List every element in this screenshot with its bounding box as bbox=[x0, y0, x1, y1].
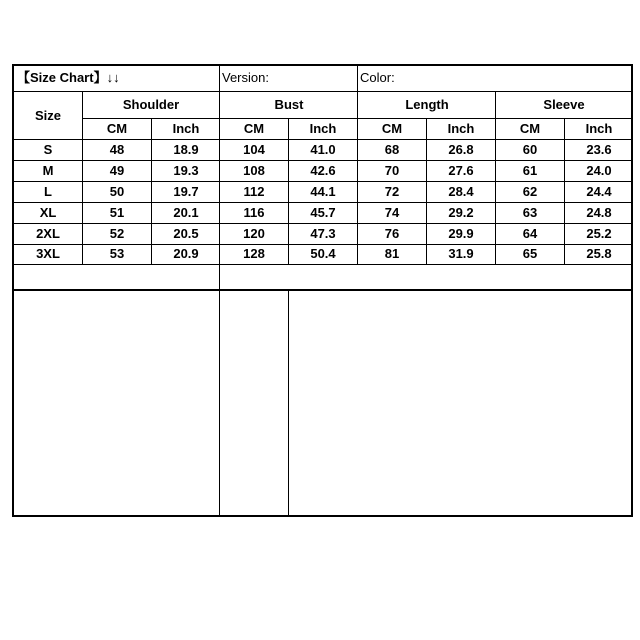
value-cell: 45.7 bbox=[310, 205, 336, 220]
color-label: Color: bbox=[360, 70, 395, 85]
value-cell: 50 bbox=[109, 184, 125, 199]
value-cell: 64 bbox=[522, 226, 538, 241]
col-divider bbox=[288, 291, 289, 517]
value-cell: 76 bbox=[384, 226, 400, 241]
unit-header: CM bbox=[106, 121, 128, 136]
value-cell: 62 bbox=[522, 184, 538, 199]
value-cell: 27.6 bbox=[448, 163, 474, 178]
col-divider bbox=[219, 64, 220, 517]
group-header-sleeve: Sleeve bbox=[543, 97, 585, 112]
value-cell: 112 bbox=[243, 184, 265, 199]
value-cell: 49 bbox=[109, 163, 125, 178]
value-cell: 19.3 bbox=[173, 163, 199, 178]
col-divider bbox=[495, 91, 496, 264]
value-cell: 24.4 bbox=[586, 184, 612, 199]
value-cell: 20.1 bbox=[173, 205, 199, 220]
value-cell: 116 bbox=[243, 205, 265, 220]
unit-header: Inch bbox=[309, 121, 337, 136]
group-header-bust: Bust bbox=[274, 97, 304, 112]
value-cell: 41.0 bbox=[310, 142, 336, 157]
row-divider bbox=[12, 289, 633, 291]
size-cell: S bbox=[43, 142, 53, 157]
value-cell: 19.7 bbox=[173, 184, 199, 199]
value-cell: 29.2 bbox=[448, 205, 474, 220]
group-header-shoulder: Shoulder bbox=[122, 97, 180, 112]
value-cell: 108 bbox=[243, 163, 265, 178]
value-cell: 29.9 bbox=[448, 226, 474, 241]
unit-header: Inch bbox=[447, 121, 475, 136]
version-label: Version: bbox=[222, 70, 269, 85]
value-cell: 26.8 bbox=[448, 142, 474, 157]
size-cell: M bbox=[42, 163, 54, 178]
value-cell: 20.9 bbox=[173, 246, 199, 261]
value-cell: 50.4 bbox=[310, 246, 336, 261]
size-header: Size bbox=[34, 108, 62, 123]
unit-header: Inch bbox=[585, 121, 613, 136]
value-cell: 128 bbox=[243, 246, 265, 261]
col-divider bbox=[426, 118, 427, 264]
value-cell: 25.8 bbox=[586, 246, 612, 261]
row-divider bbox=[12, 91, 633, 92]
size-cell: L bbox=[44, 184, 52, 199]
value-cell: 42.6 bbox=[310, 163, 336, 178]
size-cell: 2XL bbox=[36, 226, 60, 241]
row-divider bbox=[12, 202, 633, 203]
size-chart-title: 【Size Chart】↓↓ bbox=[17, 70, 120, 85]
value-cell: 104 bbox=[243, 142, 265, 157]
value-cell: 120 bbox=[243, 226, 265, 241]
value-cell: 31.9 bbox=[448, 246, 474, 261]
value-cell: 47.3 bbox=[310, 226, 336, 241]
value-cell: 70 bbox=[384, 163, 400, 178]
value-cell: 63 bbox=[522, 205, 538, 220]
value-cell: 48 bbox=[109, 142, 125, 157]
value-cell: 81 bbox=[384, 246, 400, 261]
unit-header: CM bbox=[519, 121, 541, 136]
group-header-length: Length bbox=[405, 97, 449, 112]
unit-header: CM bbox=[243, 121, 265, 136]
row-divider bbox=[12, 181, 633, 182]
value-cell: 18.9 bbox=[173, 142, 199, 157]
row-divider bbox=[12, 160, 633, 161]
size-cell: 3XL bbox=[36, 246, 60, 261]
unit-header: CM bbox=[381, 121, 403, 136]
col-divider bbox=[357, 64, 358, 264]
value-cell: 51 bbox=[109, 205, 125, 220]
row-divider bbox=[12, 223, 633, 224]
size-cell: XL bbox=[39, 205, 57, 220]
unit-header: Inch bbox=[172, 121, 200, 136]
col-divider bbox=[564, 118, 565, 264]
value-cell: 24.8 bbox=[586, 205, 612, 220]
value-cell: 68 bbox=[384, 142, 400, 157]
value-cell: 44.1 bbox=[310, 184, 336, 199]
value-cell: 65 bbox=[522, 246, 538, 261]
col-divider bbox=[151, 118, 152, 264]
value-cell: 74 bbox=[384, 205, 400, 220]
row-divider bbox=[12, 244, 633, 245]
value-cell: 60 bbox=[522, 142, 538, 157]
col-divider bbox=[288, 118, 289, 264]
row-divider bbox=[12, 139, 633, 140]
col-divider bbox=[82, 91, 83, 264]
value-cell: 20.5 bbox=[173, 226, 199, 241]
value-cell: 23.6 bbox=[586, 142, 612, 157]
value-cell: 61 bbox=[522, 163, 538, 178]
value-cell: 72 bbox=[384, 184, 400, 199]
value-cell: 25.2 bbox=[586, 226, 612, 241]
value-cell: 53 bbox=[109, 246, 125, 261]
value-cell: 24.0 bbox=[586, 163, 612, 178]
value-cell: 28.4 bbox=[448, 184, 474, 199]
value-cell: 52 bbox=[109, 226, 125, 241]
row-divider bbox=[12, 264, 633, 265]
